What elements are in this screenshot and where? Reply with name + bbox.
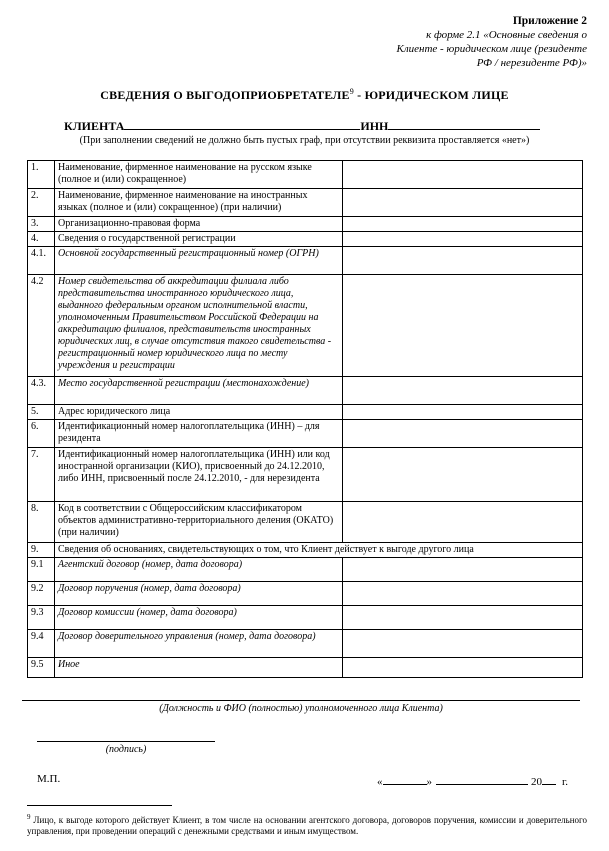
inn-label: ИНН (360, 119, 389, 133)
row-label: Номер свидетельства об аккредитации филиала либо представительства иностранного юридического лица, выданного федеральным органом исполнительной власти, уполномоченным Правительством Российской Федерации на аккредитацию филиалов, представительств иностранных юридических лиц, в случае отсутствия такого свидетельства - регистрационный номер юридического лица по месту учреждения и регистрации (55, 275, 343, 377)
row-value-cell[interactable] (343, 247, 583, 275)
row-value-cell[interactable] (343, 161, 583, 189)
row-value-cell[interactable] (343, 448, 583, 502)
day-field[interactable] (383, 773, 427, 785)
table-row (28, 502, 583, 543)
document-title (0, 87, 609, 103)
footnote-separator (27, 805, 172, 806)
table-row (28, 543, 583, 558)
row-value-cell[interactable] (343, 658, 583, 678)
inn-field[interactable] (388, 117, 540, 130)
title-tail: - ЮРИДИЧЕСКОМ ЛИЦЕ (353, 88, 509, 102)
row-label: Идентификационный номер налогоплательщика (ИНН) или код иностранной организации (КИО), присвоенный до 24.12.2010, либо ИНН, присвоенный после 24.12.2010, - для нерезидента (55, 448, 343, 502)
fill-instruction: (При заполнении сведений не должно быть пустых граф, при отсутствии реквизита проставляется «нет») (79, 135, 530, 146)
row-label: Сведения о государственной регистрации (55, 232, 343, 247)
row-label: Иное (55, 658, 343, 678)
table-row (28, 405, 583, 420)
row-value-cell[interactable] (343, 275, 583, 377)
table-row (28, 582, 583, 606)
row-number: 3. (28, 217, 55, 232)
row-number: 9.5 (28, 658, 55, 678)
row-label: Место государственной регистрации (местонахождение) (55, 377, 343, 405)
appendix-title: Приложение 2 (512, 15, 587, 27)
table-row (28, 232, 583, 247)
row-value-cell[interactable] (343, 606, 583, 630)
row-number: 4.3. (28, 377, 55, 405)
footnote-ref: 9 (27, 813, 31, 821)
signature-caption: (подпись) (105, 744, 147, 755)
title-footnote-ref: 9 (349, 87, 354, 96)
row-number: 4.2 (28, 275, 55, 377)
row-value-cell[interactable] (343, 420, 583, 448)
footnote (27, 812, 587, 837)
table-row (28, 630, 583, 658)
row-value-cell[interactable] (343, 189, 583, 217)
table-row (28, 161, 583, 189)
row-number: 9.3 (28, 606, 55, 630)
position-name-caption: (Должность и ФИО (полностью) уполномоченного лица Клиента) (159, 703, 443, 714)
table-row (28, 377, 583, 405)
row-number: 5. (28, 405, 55, 420)
client-inn-line (64, 117, 540, 134)
table-row (28, 558, 583, 582)
appendix-line-2: Клиенте - юридическом лице (резиденте (396, 43, 587, 55)
row-label: Договор комиссии (номер, дата договора) (55, 606, 343, 630)
row-label: Идентификационный номер налогоплательщика (ИНН) – для резидента (55, 420, 343, 448)
row-value-cell[interactable] (343, 217, 583, 232)
row-value-cell[interactable] (343, 582, 583, 606)
row-label: Агентский договор (номер, дата договора) (55, 558, 343, 582)
table-row (28, 217, 583, 232)
row-label: Адрес юридического лица (55, 405, 343, 420)
row-number: 1. (28, 161, 55, 189)
table-row (28, 606, 583, 630)
row-number: 9.4 (28, 630, 55, 658)
row-label: Договор доверительного управления (номер, дата договора) (55, 630, 343, 658)
row-value-cell[interactable] (343, 377, 583, 405)
month-field[interactable] (436, 773, 528, 785)
title-main: СВЕДЕНИЯ О ВЫГОДОПРИОБРЕТАТЕЛЕ (100, 88, 350, 102)
client-name-field[interactable] (124, 117, 360, 130)
row-number: 4. (28, 232, 55, 247)
row-number: 4.1. (28, 247, 55, 275)
footnote-text: Лицо, к выгоде которого действует Клиент, в том числе на основании агентского договора, договоров поручения, комиссии и доверительного управления, при проведении операций с денежными средствами и иным имуществом. (27, 815, 587, 836)
position-name-line[interactable] (22, 700, 580, 701)
table-row (28, 448, 583, 502)
table-row (28, 189, 583, 217)
row-number: 2. (28, 189, 55, 217)
row-value-cell[interactable] (343, 405, 583, 420)
row-number: 9.1 (28, 558, 55, 582)
signature-line[interactable] (37, 741, 215, 742)
row-number: 8. (28, 502, 55, 543)
appendix-line-1: к форме 2.1 «Основные сведения о (426, 29, 587, 41)
row-number: 9.2 (28, 582, 55, 606)
row-label: Основной государственный регистрационный номер (ОГРН) (55, 247, 343, 275)
date-quote-open: « (377, 776, 383, 788)
row-label: Код в соответствии с Общероссийским классификатором объектов административно-территориального деления (ОКАТО) (при наличии) (55, 502, 343, 543)
row-label: Сведения об основаниях, свидетельствующих о том, что Клиент действует к выгоде другого лица (55, 543, 583, 558)
row-number: 7. (28, 448, 55, 502)
year-prefix: 20 (531, 776, 542, 788)
year-field[interactable] (542, 773, 556, 785)
appendix-header (397, 14, 587, 70)
row-label: Наименование, фирменное наименование на иностранных языках (полное и (или) сокращенное) (при наличии) (55, 189, 343, 217)
year-suffix: г. (562, 776, 569, 788)
date-quote-close: » (426, 776, 432, 788)
row-value-cell[interactable] (343, 232, 583, 247)
date-field (377, 773, 568, 788)
row-label: Договор поручения (номер, дата договора) (55, 582, 343, 606)
beneficiary-table (27, 160, 583, 678)
row-value-cell[interactable] (343, 630, 583, 658)
row-value-cell[interactable] (343, 502, 583, 543)
row-label: Организационно-правовая форма (55, 217, 343, 232)
table-row (28, 658, 583, 678)
appendix-line-3: РФ / нерезиденте РФ)» (476, 57, 587, 69)
client-label: КЛИЕНТА (64, 119, 125, 133)
row-value-cell[interactable] (343, 558, 583, 582)
stamp-label: М.П. (37, 773, 61, 785)
table-row (28, 275, 583, 377)
row-number: 6. (28, 420, 55, 448)
row-number: 9. (28, 543, 55, 558)
table-row (28, 247, 583, 275)
row-label: Наименование, фирменное наименование на русском языке (полное и (или) сокращенное) (55, 161, 343, 189)
table-row (28, 420, 583, 448)
